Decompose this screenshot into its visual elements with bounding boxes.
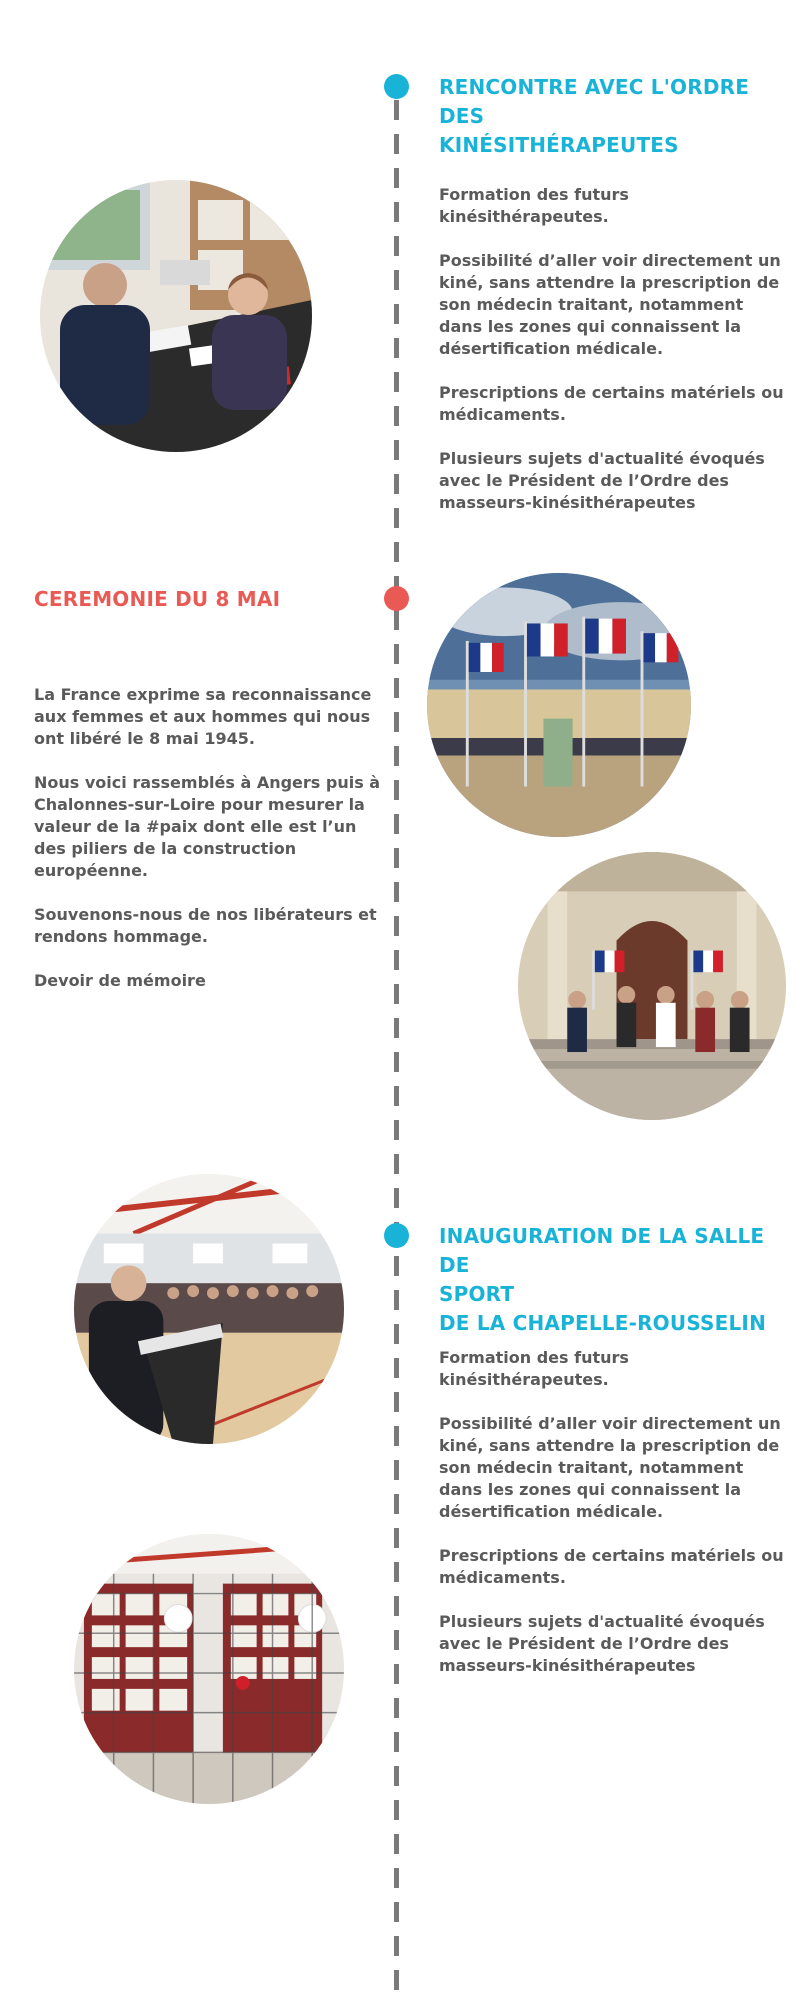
photo-exhibition-panels xyxy=(74,1534,344,1804)
section-3-paragraph-1: Formation des futurs kinésithérapeutes. xyxy=(439,1348,629,1389)
section-1-paragraph-3: Prescriptions de certains matériels ou médicaments. xyxy=(439,383,784,424)
flags-ceremony-illustration xyxy=(427,573,691,837)
section-3-title-line-3: DE LA CHAPELLE-ROUSSELIN xyxy=(439,1311,767,1335)
section-2-body xyxy=(34,684,384,1014)
section-1-title-line-1: RENCONTRE AVEC L'ORDRE DES xyxy=(439,75,750,128)
timeline-dot-1 xyxy=(384,74,409,99)
section-1-title-line-2: KINÉSITHÉRAPEUTES xyxy=(439,133,679,157)
section-2-paragraph-3: Souvenons-nous de nos libérateurs et rendons hommage. xyxy=(34,905,377,946)
photo-city-hall-ceremony xyxy=(518,852,786,1120)
timeline-line xyxy=(394,100,399,1990)
section-2-paragraph-1: La France exprime sa reconnaissance aux femmes et aux hommes qui nous ont libéré le 8 mai 1945. xyxy=(34,685,372,748)
timeline-dot-3 xyxy=(384,1223,409,1248)
section-2-title xyxy=(34,585,374,614)
section-1-title xyxy=(439,73,789,160)
section-3-title-line-1: INAUGURATION DE LA SALLE DE xyxy=(439,1224,765,1277)
section-2-paragraph-2: Nous voici rassemblés à Angers puis à Chalonnes-sur-Loire pour mesurer la valeur de la #paix dont elle est l’un des piliers de la construction européenne. xyxy=(34,773,381,880)
section-2-paragraph-4: Devoir de mémoire xyxy=(34,971,206,990)
section-3-title-line-2: SPORT xyxy=(439,1282,515,1306)
meeting-office-illustration xyxy=(40,180,312,452)
section-1-paragraph-1: Formation des futurs kinésithérapeutes. xyxy=(439,185,629,226)
city-hall-ceremony-illustration xyxy=(518,852,786,1120)
section-2-title-line-1: CEREMONIE DU 8 MAI xyxy=(34,587,281,611)
sports-hall-speech-illustration xyxy=(74,1174,344,1444)
section-1-body xyxy=(439,184,784,536)
photo-flags-ceremony xyxy=(427,573,691,837)
section-3-paragraph-3: Prescriptions de certains matériels ou médicaments. xyxy=(439,1546,784,1587)
section-3-title xyxy=(439,1222,789,1338)
section-3-paragraph-4: Plusieurs sujets d'actualité évoqués avec le Président de l’Ordre des masseurs-kinésithérapeutes xyxy=(439,1612,765,1675)
section-3-body xyxy=(439,1347,784,1699)
section-1-paragraph-2: Possibilité d’aller voir directement un kiné, sans attendre la prescription de son médecin traitant, notamment dans les zones qui connaissent la désertification médicale. xyxy=(439,251,781,358)
timeline-dot-2 xyxy=(384,586,409,611)
photo-sports-hall-speech xyxy=(74,1174,344,1444)
section-1-paragraph-4: Plusieurs sujets d'actualité évoqués avec le Président de l’Ordre des masseurs-kinésithérapeutes xyxy=(439,449,765,512)
section-3-paragraph-2: Possibilité d’aller voir directement un kiné, sans attendre la prescription de son médecin traitant, notamment dans les zones qui connaissent la désertification médicale. xyxy=(439,1414,781,1521)
exhibition-panels-illustration xyxy=(74,1534,344,1804)
photo-meeting-office xyxy=(40,180,312,452)
